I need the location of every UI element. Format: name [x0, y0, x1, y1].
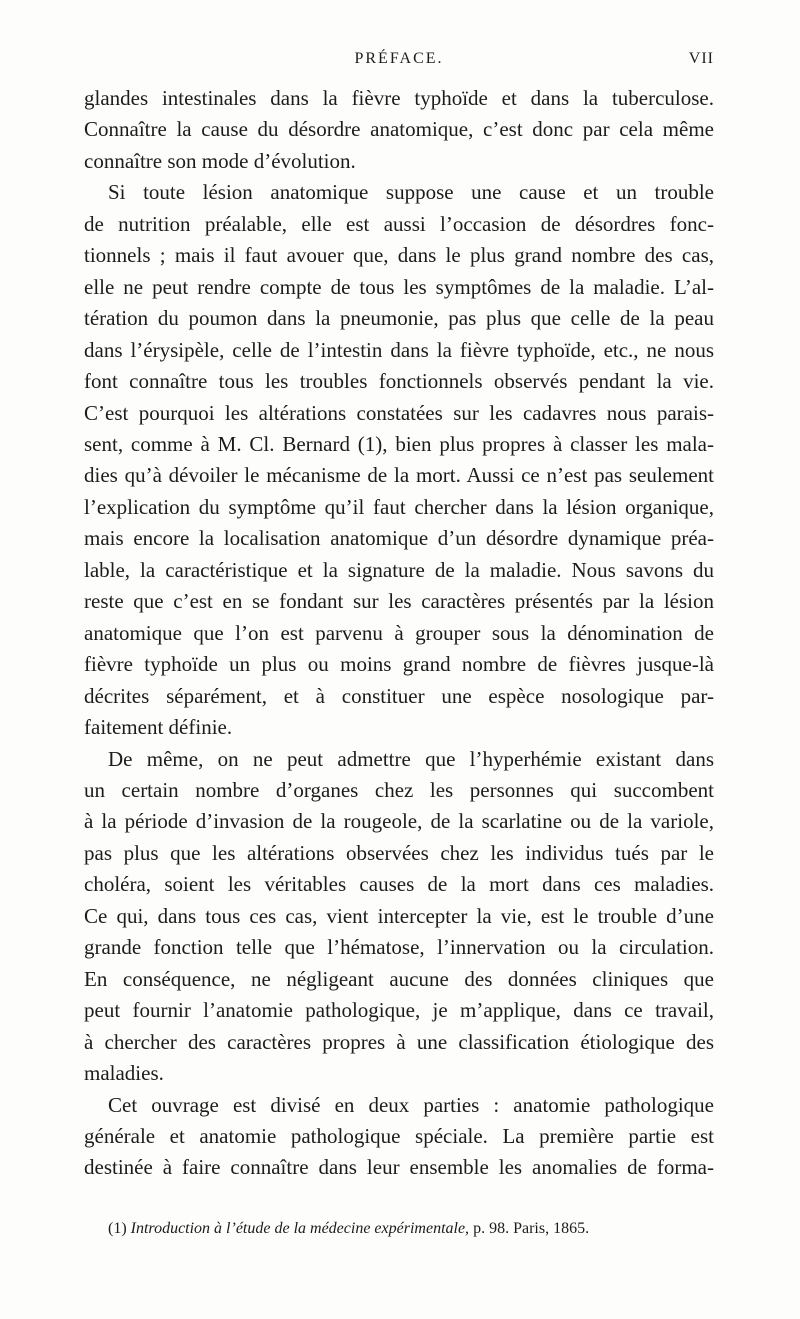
text-line: C’est pourquoi les altérations constatées sur les cadavres nous parais-	[84, 400, 714, 425]
text-line: glandes intestinales dans la fièvre typhoïde et dans la tuberculose.	[84, 86, 714, 110]
text-line: elle ne peut rendre compte de tous les symptômes de la maladie. L’al-	[84, 274, 714, 299]
text-line: sent, comme à M. Cl. Bernard (1), bien plus propres à classer les mala-	[84, 431, 714, 456]
text-line: mais encore la localisation anatomique d’un désordre dynamique préa-	[84, 526, 714, 551]
text-line: de nutrition préalable, elle est aussi l’occasion de désordres fonc-	[84, 211, 714, 236]
text-line: dans l’érysipèle, celle de l’intestin dans la fièvre typhoïde, etc., ne nous	[84, 337, 714, 362]
text-line: faitement définie.	[84, 715, 233, 740]
text-line: l’explication du symptôme qu’il faut chercher dans la lésion organique,	[84, 494, 714, 519]
footnote-title: Introduction à l’étude de la médecine expérimentale,	[130, 1220, 470, 1237]
text-line: fièvre typhoïde un plus ou moins grand nombre de fièvres jusque-là	[84, 652, 714, 677]
text-line: tération du poumon dans la pneumonie, pas plus que celle de la peau	[84, 306, 714, 331]
text-line: font connaître tous les troubles fonctionnels observés pendant la vie.	[84, 369, 714, 394]
text-line: Connaître la cause du désordre anatomique, c’est donc par cela même	[84, 117, 714, 142]
running-head	[84, 50, 714, 74]
footnote	[108, 1218, 714, 1240]
page-number: VII	[688, 50, 714, 67]
running-title: PRÉFACE.	[354, 50, 444, 67]
text-line: générale et anatomie pathologique spéciale. La première partie est	[84, 1123, 714, 1148]
text-line: tionnels ; mais il faut avouer que, dans le plus grand nombre des cas,	[84, 243, 714, 268]
text-line: destinée à faire connaître dans leur ensemble les anomalies de forma-	[84, 1155, 714, 1180]
paragraph-3	[84, 744, 714, 1090]
text-line: Ce qui, dans tous ces cas, vient intercepter la vie, est le trouble d’une	[84, 903, 714, 928]
text-line: à chercher des caractères propres à une classification étiologique des	[84, 1029, 714, 1054]
text-line: En conséquence, ne négligeant aucune des données cliniques que	[84, 966, 714, 991]
text-line: décrites séparément, et à constituer une espèce nosologique par-	[84, 683, 714, 708]
paragraph-4	[84, 1090, 714, 1184]
text-line: reste que c’est en se fondant sur les caractères présentés par la lésion	[84, 589, 714, 614]
text-line: pas plus que les altérations observées chez les individus tués par le	[84, 840, 714, 865]
text-line: Cet ouvrage est divisé en deux parties : anatomie pathologique	[108, 1092, 714, 1117]
text-line: Si toute lésion anatomique suppose une cause et un trouble	[108, 180, 714, 205]
text-line: à la période d’invasion de la rougeole, de la scarlatine ou de la variole,	[84, 809, 714, 834]
footnote-marker: (1)	[108, 1220, 127, 1237]
text-line: grande fonction telle que l’hématose, l’innervation ou la circulation.	[84, 935, 714, 960]
body-text	[84, 83, 714, 1184]
text-line: choléra, soient les véritables causes de la mort dans ces maladies.	[84, 872, 714, 897]
text-line: anatomique que l’on est parvenu à grouper sous la dénomination de	[84, 620, 714, 645]
text-line: maladies.	[84, 1061, 164, 1086]
footnote-reference: p. 98. Paris, 1865.	[473, 1220, 590, 1237]
text-line: un certain nombre d’organes chez les personnes qui succombent	[84, 777, 714, 802]
text-line: dies qu’à dévoiler le mécanisme de la mort. Aussi ce n’est pas seulement	[84, 463, 714, 488]
text-line: connaître son mode d’évolution.	[84, 148, 356, 173]
text-line: lable, la caractéristique et la signature de la maladie. Nous savons du	[84, 557, 714, 582]
paragraph-1	[84, 83, 714, 177]
paragraph-2	[84, 177, 714, 743]
text-line: peut fournir l’anatomie pathologique, je m’applique, dans ce travail,	[84, 998, 714, 1023]
text-line: De même, on ne peut admettre que l’hyperhémie existant dans	[108, 746, 714, 771]
